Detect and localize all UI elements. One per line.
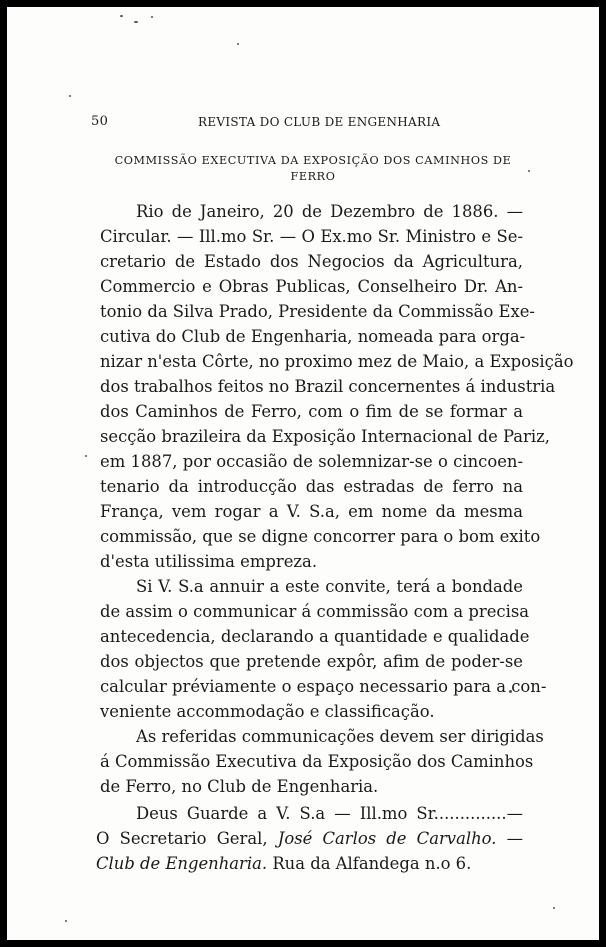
page-number: 50 <box>91 114 109 129</box>
dust-speck <box>134 21 138 23</box>
text-line: secção brazileira da Exposição Internacional de Pariz, <box>100 427 550 446</box>
text-line: Commercio e Obras Publicas, Conselheiro Dr. An- <box>100 277 523 296</box>
text-line: de assim o communicar á commissão com a precisa <box>100 602 529 621</box>
organization-address-line <box>96 852 471 876</box>
text-line: commissão, que se digne concorrer para o bom exito <box>100 527 541 546</box>
dust-speck <box>85 455 87 457</box>
text-line: antecedencia, declarando a quantidade e qualidade <box>100 627 530 646</box>
text-line: dos Caminhos de Ferro, com o fim de se formar a <box>100 402 523 421</box>
text-line: dos trabalhos feitos no Brazil concernentes á industria <box>100 377 556 396</box>
signature-dash: — <box>506 829 523 848</box>
text-line: Rio de Janeiro, 20 de Dezembro de 1886. — <box>136 202 523 221</box>
text-line: Circular. — Ill.mo Sr. — O Ex.mo Sr. Ministro e Se- <box>100 227 523 246</box>
text-line: de Ferro, no Club de Engenharia. <box>100 777 379 796</box>
dust-speck <box>151 16 153 18</box>
street-address: Rua da Alfandega n.o 6. <box>272 854 472 873</box>
signatory-name: José Carlos de Carvalho. <box>277 829 497 848</box>
text-line: d'esta utilissima empreza. <box>100 552 318 571</box>
dust-speck <box>120 15 123 17</box>
section-title-line: FERRO <box>290 169 336 183</box>
text-line: Si V. S.a annuir a este convite, terá a bondade <box>136 577 523 596</box>
dust-speck <box>69 95 71 97</box>
signature-line <box>96 827 523 851</box>
text-line: á Commissão Executiva da Exposição dos Caminhos <box>100 752 534 771</box>
dust-speck <box>65 920 67 922</box>
journal-title: REVISTA DO CLUB DE ENGENHARIA <box>198 115 441 129</box>
dust-speck <box>237 43 239 45</box>
dust-speck <box>553 907 555 909</box>
text-line: em 1887, por occasião de solemnizar-se o cincoen- <box>100 452 523 471</box>
section-title-line: COMMISSÃO EXECUTIVA DA EXPOSIÇÃO DOS CAMINHOS DE <box>114 154 512 167</box>
signatory-role: O Secretario Geral, <box>96 829 268 848</box>
text-line: tenario da introducção das estradas de ferro na <box>100 477 523 496</box>
section-title <box>97 153 529 184</box>
text-line: As referidas communicações devem ser dirigidas <box>136 727 544 746</box>
text-line: tonio da Silva Prado, Presidente da Commissão Exe- <box>100 302 535 321</box>
text-line: cutiva do Club de Engenharia, nomeada para orga- <box>100 327 526 346</box>
text-line: cretario de Estado dos Negocios da Agricultura, <box>100 252 523 271</box>
organization-name: Club de Engenharia. <box>96 854 268 873</box>
text-line: dos objectos que pretende expôr, afim de poder-se <box>100 652 523 671</box>
scanned-page <box>7 7 599 940</box>
text-line: França, vem rogar a V. S.a, em nome da mesma <box>100 502 523 521</box>
text-line: nizar n'esta Côrte, no proximo mez de Maio, a Exposição <box>100 352 574 371</box>
text-line: veniente accommodação e classificação. <box>100 702 435 721</box>
text-line: calcular préviamente o espaço necessario para a con- <box>100 677 547 696</box>
closing-greeting: Deus Guarde a V. S.a — Ill.mo Sr..............— <box>136 804 523 823</box>
